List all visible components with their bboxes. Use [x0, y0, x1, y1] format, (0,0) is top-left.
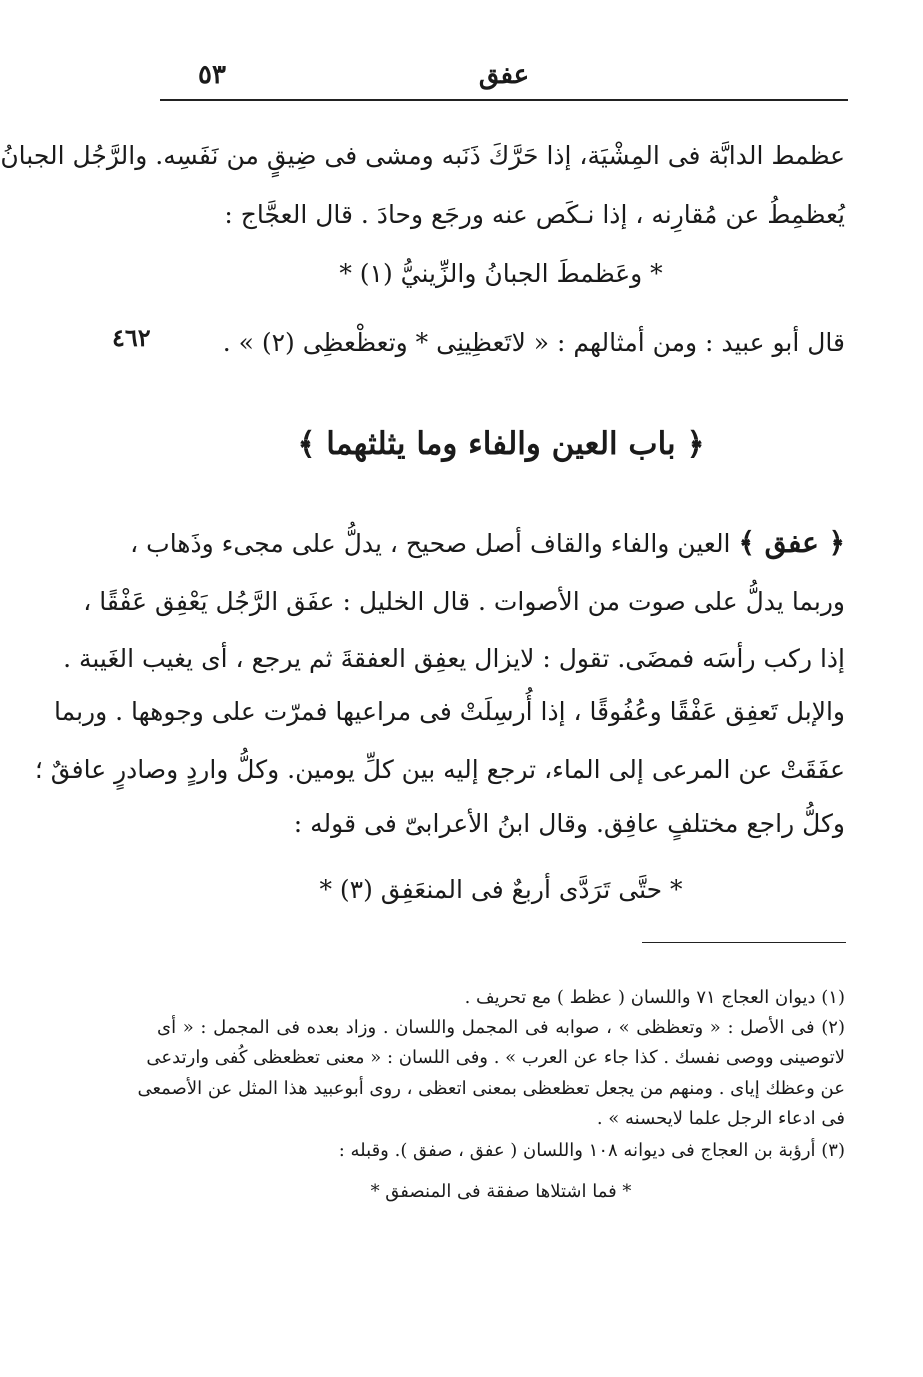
footnote-2-line: عن وعظك إياى . ومنهم من يجعل تعظعظى بمعنى اتعظى ، روى أبوعبيد هذا المثل عن الأصمعى — [137, 1078, 845, 1099]
footnote-3-verse: * فما اشتلاها صفقة فى المنصفق * — [370, 1181, 632, 1202]
margin-number: ٤٦٢ — [112, 323, 151, 352]
header-rule — [160, 99, 848, 101]
body-line: والإبل تَعفِق عَفْقًا وعُفُوقًا ، إذا أُرسِلَتْ فى مراعيها فمرّت على وجوهها . وربما — [54, 697, 845, 726]
page-number: ٥٣ — [198, 60, 226, 90]
footnote-3-line: (٣) أرؤبة بن العجاج فى ديوانه ١٠٨ واللسان ( عفق ، صفق ). وقبله : — [338, 1140, 845, 1161]
body-line: إذا ركب رأسَه فمضَى. تقول : لايزال يعفِق العفقةَ ثم يرجع ، أى يغيب الغَيبة . — [63, 644, 845, 673]
header-title: عفق — [478, 60, 530, 90]
verse-line: * وعَظمطَ الجبانُ والزِّينيُّ (١) * — [339, 259, 663, 288]
body-line: عفَقَتْ عن المرعى إلى الماء، ترجع إليه بين كلِّ يومين. وكلُّ واردٍ وصادرٍ عافقٌ ؛ — [34, 755, 845, 784]
entry-first-line — [130, 521, 845, 565]
body-line: قال أبو عبيد : ومن أمثالهم : « لاتَعظِينِى * وتعظْعظِى (٢) » . — [222, 328, 845, 357]
chapter-title: ﴿ باب العين والفاء وما يثلثهما ﴾ — [297, 426, 705, 462]
entry-headword: ﴿ عفق ﴾ — [738, 526, 845, 559]
body-line: وربما يدلُّ على صوت من الأصوات . قال الخليل : عفَق الرَّجُل يَعْفِق عَفْقًا ، — [83, 587, 845, 616]
body-line: عظمط الدابَّة فى المِشْيَة، إذا حَرَّكَ ذَنَبه ومشى فى ضِيقٍ من نَفَسِه. والرَّجُل الجبانُ — [0, 141, 845, 170]
body-line: يُعظمِطُ عن مُقارِنه ، إذا نـكَص عنه ورجَع وحادَ . قال العجَّاج : — [224, 200, 845, 229]
body-line: وكلُّ راجع مختلفٍ عافِق. وقال ابنُ الأعرابىّ فى قوله : — [293, 809, 845, 838]
footnote-rule — [642, 942, 846, 943]
footnote-1: (١) ديوان العجاج ٧١ واللسان ( عظط ) مع تحريف . — [464, 987, 845, 1008]
footnote-2-line: (٢) فى الأصل : « وتعظظى » ، صوابه فى المجمل واللسان . وزاد بعده فى المجمل : « أى — [157, 1017, 845, 1038]
verse-line: * حتَّى تَرَدَّى أربعٌ فى المنعَفِق (٣) * — [319, 875, 683, 904]
footnote-2-line: فى ادعاء الرجل علما لايحسنه » . — [596, 1108, 845, 1129]
footnote-2-line: لاتوصينى ووصى نفسك . كذا جاء عن العرب » . وفى اللسان : « معنى تعظعظى كُفى وارتدعى — [146, 1047, 845, 1068]
entry-line-text: العين والفاء والقاف أصل صحيح ، يدلُّ على مجىء وذَهاب ، — [130, 529, 731, 558]
running-header — [160, 52, 848, 100]
